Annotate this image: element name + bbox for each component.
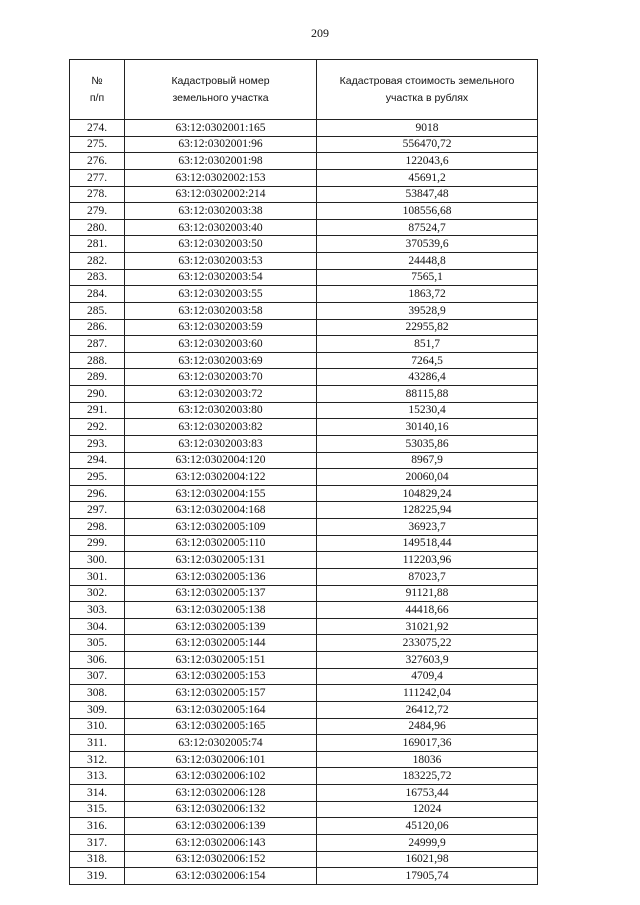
row-number: 315. (70, 801, 125, 818)
row-number: 292. (70, 419, 125, 436)
cadastral-number-cell: 63:12:0302003:40 (125, 219, 317, 236)
table-row (70, 818, 538, 835)
table-row (70, 701, 538, 718)
cadastral-value-cell: 7264,5 (317, 352, 538, 369)
cadastral-number-cell: 63:12:0302003:50 (125, 236, 317, 253)
table-row (70, 868, 538, 885)
table-row (70, 120, 538, 137)
table-row (70, 402, 538, 419)
row-number: 307. (70, 668, 125, 685)
table-row (70, 768, 538, 785)
cadastral-value-cell: 44418,66 (317, 602, 538, 619)
cadastral-value-cell: 30140,16 (317, 419, 538, 436)
table-row (70, 219, 538, 236)
cadastral-value-cell: 183225,72 (317, 768, 538, 785)
cadastral-number-cell: 63:12:0302003:59 (125, 319, 317, 336)
cadastral-value-cell: 45691,2 (317, 169, 538, 186)
table-row (70, 352, 538, 369)
table-row (70, 834, 538, 851)
table-row (70, 319, 538, 336)
row-number: 306. (70, 652, 125, 669)
row-number: 299. (70, 535, 125, 552)
cadastral-value-cell: 45120,06 (317, 818, 538, 835)
table-row (70, 602, 538, 619)
cadastral-value-cell: 370539,6 (317, 236, 538, 253)
table-row (70, 369, 538, 386)
cadastral-number-cell: 63:12:0302002:153 (125, 169, 317, 186)
cadastral-number-cell: 63:12:0302003:38 (125, 203, 317, 220)
table-row (70, 153, 538, 170)
cadastral-value-cell: 15230,4 (317, 402, 538, 419)
cadastral-value-cell: 556470,72 (317, 136, 538, 153)
table-row (70, 801, 538, 818)
row-number: 314. (70, 785, 125, 802)
header-value-line2: участка в рублях (385, 91, 469, 104)
table-row (70, 568, 538, 585)
table-row (70, 785, 538, 802)
row-number: 293. (70, 435, 125, 452)
cadastral-number-cell: 63:12:0302003:60 (125, 336, 317, 353)
cadastral-number-cell: 63:12:0302005:164 (125, 701, 317, 718)
cadastral-value-table (69, 59, 538, 885)
header-number-line2: п/п (89, 91, 105, 104)
table-row (70, 186, 538, 203)
table-row (70, 668, 538, 685)
cadastral-number-cell: 63:12:0302003:80 (125, 402, 317, 419)
cadastral-value-cell: 24448,8 (317, 253, 538, 270)
table-row (70, 618, 538, 635)
cadastral-value-cell: 91121,88 (317, 585, 538, 602)
row-number: 311. (70, 735, 125, 752)
cadastral-number-cell: 63:12:0302004:122 (125, 469, 317, 486)
table-row (70, 469, 538, 486)
header-cadastral-line2: земельного участка (172, 91, 269, 104)
row-number: 316. (70, 818, 125, 835)
table-row (70, 435, 538, 452)
row-number: 318. (70, 851, 125, 868)
cadastral-number-cell: 63:12:0302005:136 (125, 568, 317, 585)
cadastral-value-cell: 26412,72 (317, 701, 538, 718)
header-cadastral-value (317, 60, 538, 120)
row-number: 310. (70, 718, 125, 735)
cadastral-value-cell: 22955,82 (317, 319, 538, 336)
row-number: 280. (70, 219, 125, 236)
header-number (70, 60, 125, 120)
cadastral-number-cell: 63:12:0302004:120 (125, 452, 317, 469)
cadastral-value-cell: 122043,6 (317, 153, 538, 170)
row-number: 291. (70, 402, 125, 419)
row-number: 282. (70, 253, 125, 270)
cadastral-number-cell: 63:12:0302004:168 (125, 502, 317, 519)
cadastral-number-cell: 63:12:0302005:74 (125, 735, 317, 752)
cadastral-number-cell: 63:12:0302005:153 (125, 668, 317, 685)
row-number: 286. (70, 319, 125, 336)
cadastral-number-cell: 63:12:0302006:102 (125, 768, 317, 785)
table-row (70, 269, 538, 286)
table-row (70, 635, 538, 652)
cadastral-number-cell: 63:12:0302004:155 (125, 485, 317, 502)
table-row (70, 685, 538, 702)
table-row (70, 552, 538, 569)
table-row (70, 585, 538, 602)
cadastral-value-cell: 24999,9 (317, 834, 538, 851)
cadastral-number-cell: 63:12:0302003:83 (125, 435, 317, 452)
row-number: 294. (70, 452, 125, 469)
row-number: 313. (70, 768, 125, 785)
cadastral-number-cell: 63:12:0302001:98 (125, 153, 317, 170)
row-number: 317. (70, 834, 125, 851)
cadastral-number-cell: 63:12:0302005:165 (125, 718, 317, 735)
row-number: 278. (70, 186, 125, 203)
cadastral-number-cell: 63:12:0302003:53 (125, 253, 317, 270)
cadastral-value-cell: 53035,86 (317, 435, 538, 452)
row-number: 298. (70, 519, 125, 536)
cadastral-number-cell: 63:12:0302003:72 (125, 386, 317, 403)
page-number: 209 (311, 26, 329, 40)
cadastral-number-cell: 63:12:0302006:101 (125, 751, 317, 768)
row-number: 277. (70, 169, 125, 186)
cadastral-value-cell: 8967,9 (317, 452, 538, 469)
table-row (70, 485, 538, 502)
cadastral-number-cell: 63:12:0302003:58 (125, 302, 317, 319)
cadastral-value-cell: 87023,7 (317, 568, 538, 585)
table-row (70, 452, 538, 469)
cadastral-number-cell: 63:12:0302006:154 (125, 868, 317, 885)
cadastral-number-cell: 63:12:0302006:143 (125, 834, 317, 851)
cadastral-number-cell: 63:12:0302005:131 (125, 552, 317, 569)
table-body (70, 120, 538, 885)
row-number: 312. (70, 751, 125, 768)
cadastral-number-cell: 63:12:0302005:139 (125, 618, 317, 635)
header-cadastral-line1: Кадастровый номер (171, 74, 270, 87)
row-number: 283. (70, 269, 125, 286)
cadastral-value-cell: 111242,04 (317, 685, 538, 702)
table-header (70, 60, 538, 120)
row-number: 304. (70, 618, 125, 635)
cadastral-number-cell: 63:12:0302005:157 (125, 685, 317, 702)
row-number: 284. (70, 286, 125, 303)
cadastral-value-cell: 16021,98 (317, 851, 538, 868)
table-row (70, 169, 538, 186)
cadastral-number-cell: 63:12:0302003:69 (125, 352, 317, 369)
cadastral-number-cell: 63:12:0302005:110 (125, 535, 317, 552)
cadastral-value-cell: 104829,24 (317, 485, 538, 502)
cadastral-value-cell: 43286,4 (317, 369, 538, 386)
row-number: 301. (70, 568, 125, 585)
cadastral-value-cell: 87524,7 (317, 219, 538, 236)
cadastral-value-cell: 4709,4 (317, 668, 538, 685)
cadastral-value-cell: 149518,44 (317, 535, 538, 552)
cadastral-number-cell: 63:12:0302005:144 (125, 635, 317, 652)
cadastral-number-cell: 63:12:0302003:54 (125, 269, 317, 286)
cadastral-number-cell: 63:12:0302006:139 (125, 818, 317, 835)
table-row (70, 136, 538, 153)
row-number: 281. (70, 236, 125, 253)
row-number: 290. (70, 386, 125, 403)
cadastral-value-cell: 16753,44 (317, 785, 538, 802)
cadastral-value-cell: 2484,96 (317, 718, 538, 735)
cadastral-number-cell: 63:12:0302005:109 (125, 519, 317, 536)
cadastral-value-cell: 12024 (317, 801, 538, 818)
row-number: 289. (70, 369, 125, 386)
cadastral-value-cell: 112203,96 (317, 552, 538, 569)
header-number-line1: № (91, 74, 103, 87)
cadastral-value-cell: 128225,94 (317, 502, 538, 519)
cadastral-number-cell: 63:12:0302005:151 (125, 652, 317, 669)
table-row (70, 851, 538, 868)
cadastral-value-cell: 39528,9 (317, 302, 538, 319)
row-number: 308. (70, 685, 125, 702)
row-number: 275. (70, 136, 125, 153)
header-value-line1: Кадастровая стоимость земельного (339, 74, 515, 87)
header-row (70, 60, 538, 120)
table-row (70, 236, 538, 253)
cadastral-number-cell: 63:12:0302006:128 (125, 785, 317, 802)
table-row (70, 652, 538, 669)
table-row (70, 735, 538, 752)
cadastral-number-cell: 63:12:0302003:82 (125, 419, 317, 436)
row-number: 295. (70, 469, 125, 486)
cadastral-value-cell: 53847,48 (317, 186, 538, 203)
row-number: 319. (70, 868, 125, 885)
cadastral-value-cell: 20060,04 (317, 469, 538, 486)
table-row (70, 386, 538, 403)
row-number: 296. (70, 485, 125, 502)
table-row (70, 253, 538, 270)
row-number: 305. (70, 635, 125, 652)
row-number: 309. (70, 701, 125, 718)
cadastral-number-cell: 63:12:0302002:214 (125, 186, 317, 203)
cadastral-value-cell: 7565,1 (317, 269, 538, 286)
cadastral-value-cell: 169017,36 (317, 735, 538, 752)
row-number: 302. (70, 585, 125, 602)
cadastral-value-cell: 851,7 (317, 336, 538, 353)
table-row (70, 203, 538, 220)
row-number: 288. (70, 352, 125, 369)
table-row (70, 535, 538, 552)
cadastral-value-cell: 108556,68 (317, 203, 538, 220)
table-row (70, 519, 538, 536)
cadastral-number-cell: 63:12:0302006:152 (125, 851, 317, 868)
row-number: 297. (70, 502, 125, 519)
cadastral-value-cell: 88115,88 (317, 386, 538, 403)
row-number: 279. (70, 203, 125, 220)
cadastral-value-cell: 233075,22 (317, 635, 538, 652)
cadastral-value-cell: 36923,7 (317, 519, 538, 536)
table-row (70, 751, 538, 768)
table-row (70, 286, 538, 303)
row-number: 287. (70, 336, 125, 353)
cadastral-value-cell: 9018 (317, 120, 538, 137)
cadastral-number-cell: 63:12:0302003:55 (125, 286, 317, 303)
cadastral-value-cell: 17905,74 (317, 868, 538, 885)
row-number: 303. (70, 602, 125, 619)
cadastral-number-cell: 63:12:0302005:138 (125, 602, 317, 619)
cadastral-number-cell: 63:12:0302006:132 (125, 801, 317, 818)
cadastral-number-cell: 63:12:0302003:70 (125, 369, 317, 386)
table-row (70, 502, 538, 519)
row-number: 300. (70, 552, 125, 569)
cadastral-value-cell: 31021,92 (317, 618, 538, 635)
table-row (70, 718, 538, 735)
cadastral-value-cell: 18036 (317, 751, 538, 768)
cadastral-value-cell: 1863,72 (317, 286, 538, 303)
cadastral-number-cell: 63:12:0302005:137 (125, 585, 317, 602)
row-number: 274. (70, 120, 125, 137)
cadastral-number-cell: 63:12:0302001:96 (125, 136, 317, 153)
cadastral-value-cell: 327603,9 (317, 652, 538, 669)
table-row (70, 419, 538, 436)
table-row (70, 336, 538, 353)
row-number: 276. (70, 153, 125, 170)
header-cadastral-number (125, 60, 317, 120)
row-number: 285. (70, 302, 125, 319)
cadastral-number-cell: 63:12:0302001:165 (125, 120, 317, 137)
table-row (70, 302, 538, 319)
